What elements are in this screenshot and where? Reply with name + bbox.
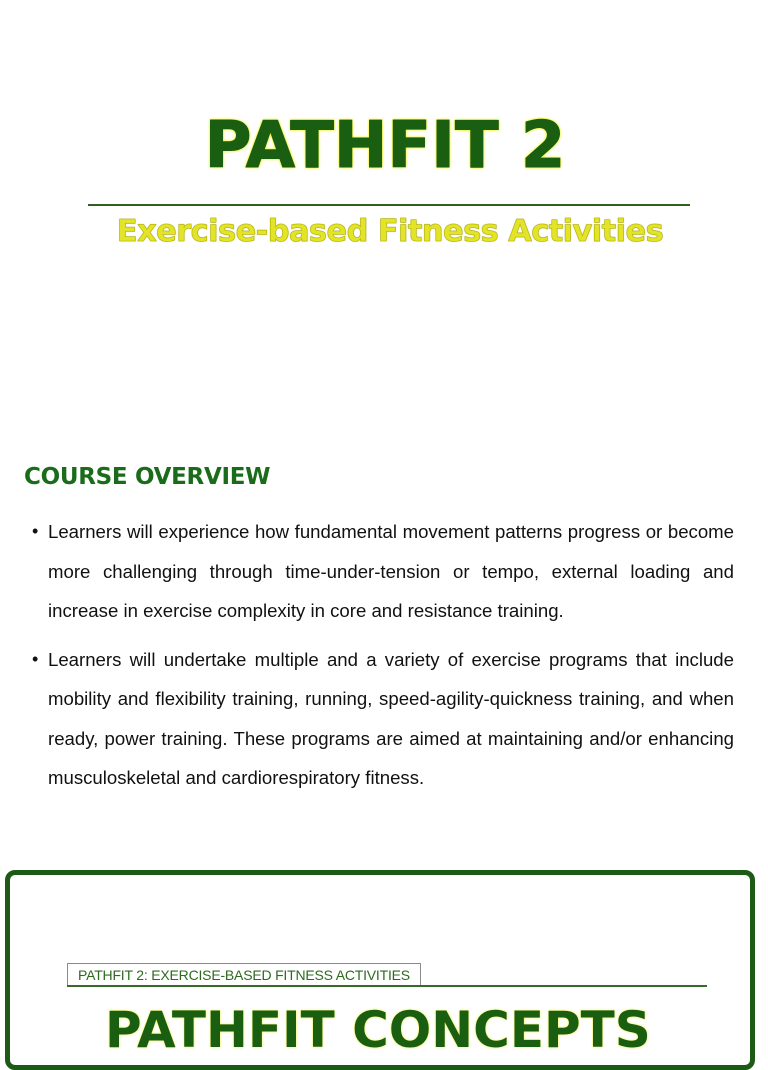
title-banner (85, 100, 695, 260)
bullet-icon: • (32, 521, 39, 541)
title-divider (88, 204, 690, 206)
slide-heading: PATHFIT CONCEPTS (105, 1001, 651, 1059)
slide-header-divider (67, 985, 707, 987)
bullet-icon: • (32, 648, 39, 669)
slide-header-label: PATHFIT 2: EXERCISE-BASED FITNESS ACTIVITIES (67, 963, 421, 987)
page-subtitle: Exercise-based Fitness Activities (116, 214, 664, 249)
bullet-text: Learners will undertake multiple and a variety of exercise programs that include mobility and flexibility training, running, speed-agility-quickness training, and when ready, power training. These programs are aimed at maintaining and/or enhancing musculoskeletal and cardiorespiratory fitness. (48, 648, 734, 788)
course-overview-heading: COURSE OVERVIEW (24, 464, 271, 490)
course-overview-list (0, 512, 768, 807)
list-item (0, 640, 768, 798)
page-title: PATHFIT 2 (204, 109, 566, 183)
list-item (0, 512, 768, 631)
next-slide-card (5, 870, 755, 1070)
bullet-text: Learners will experience how fundamental movement patterns progress or become more challenging through time-under-tension or tempo, external loading and increase in exercise complexity in core and resistance training. (48, 521, 734, 621)
